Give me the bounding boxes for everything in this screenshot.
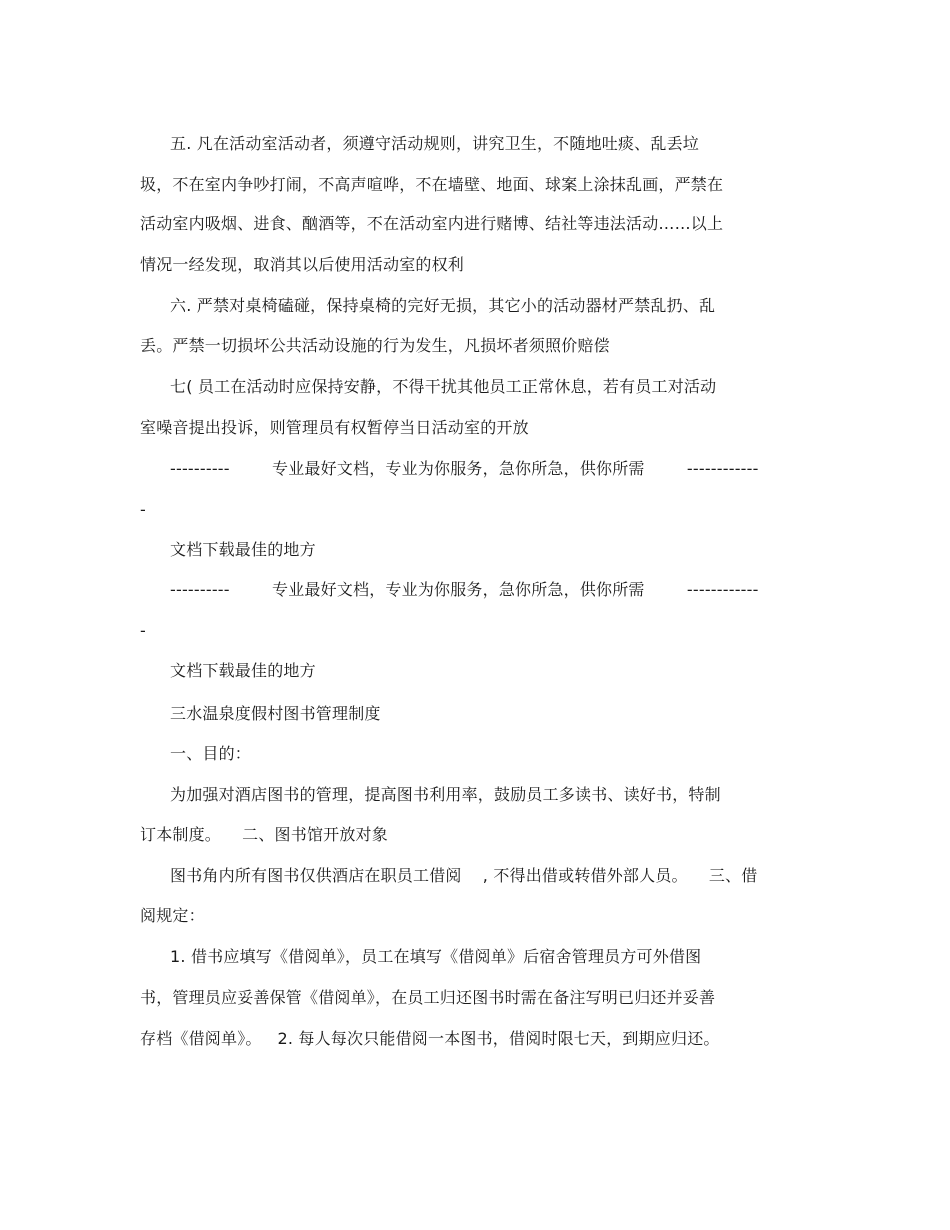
text-line: 文档下载最佳的地方 [170, 661, 316, 680]
text-line: 存档《借阅单》。 2. 每人每次只能借阅一本图书，借阅时限七天，到期应归还。 [140, 1029, 720, 1048]
separator-continuation: - [140, 621, 146, 640]
text-line: 活动室内吸烟、进食、酗酒等，不在活动室内进行赌博、结社等违法活动……以上 [140, 214, 724, 233]
text-line: 六. 严禁对桌椅磕碰，保持桌椅的完好无损，其它小的活动器材严禁乱扔、乱 [170, 296, 716, 315]
section-title: 三水温泉度假村图书管理制度 [170, 704, 381, 723]
text-line: 情况一经发现，取消其以后使用活动室的权利 [140, 255, 465, 274]
text-line: 七( 员工在活动时应保持安静，不得干扰其他员工正常休息，若有员工对活动 [170, 377, 717, 396]
separator-line: ---------- 专业最好文档，专业为你服务，急你所急，供你所需 ------------ [170, 580, 759, 599]
text-line: 书，管理员应妥善保管《借阅单》，在员工归还图书时需在备注写明已归还并妥善 [140, 988, 716, 1007]
text-line: 室噪音提出投诉，则管理员有权暂停当日活动室的开放 [140, 418, 529, 437]
text-line: 一、目的： [170, 744, 252, 763]
separator-line: ---------- 专业最好文档，专业为你服务，急你所急，供你所需 ------------ [170, 459, 759, 478]
text-line: 图书角内所有图书仅供酒店在职员工借阅 , 不得出借或转借外部人员。 三、借 [170, 866, 758, 885]
text-line: 订本制度。 二、图书馆开放对象 [140, 825, 388, 844]
text-line: 丢。严禁一切损坏公共活动设施的行为发生，凡损坏者须照价赔偿 [140, 336, 610, 355]
text-line: 圾，不在室内争吵打闹，不高声喧哗，不在墙壁、地面、球案上涂抹乱画，严禁在 [140, 175, 724, 194]
text-line: 1. 借书应填写《借阅单》，员工在填写《借阅单》后宿舍管理员方可外借图 [170, 947, 702, 966]
text-line: 文档下载最佳的地方 [170, 540, 316, 559]
text-line: 阅规定： [140, 906, 205, 925]
text-line: 为加强对酒店图书的管理，提高图书利用率，鼓励员工多读书、读好书，特制 [170, 785, 721, 804]
separator-continuation: - [140, 500, 146, 519]
text-line: 五. 凡在活动室活动者，须遵守活动规则，讲究卫生，不随地吐痰、乱丢垃 [170, 134, 699, 153]
